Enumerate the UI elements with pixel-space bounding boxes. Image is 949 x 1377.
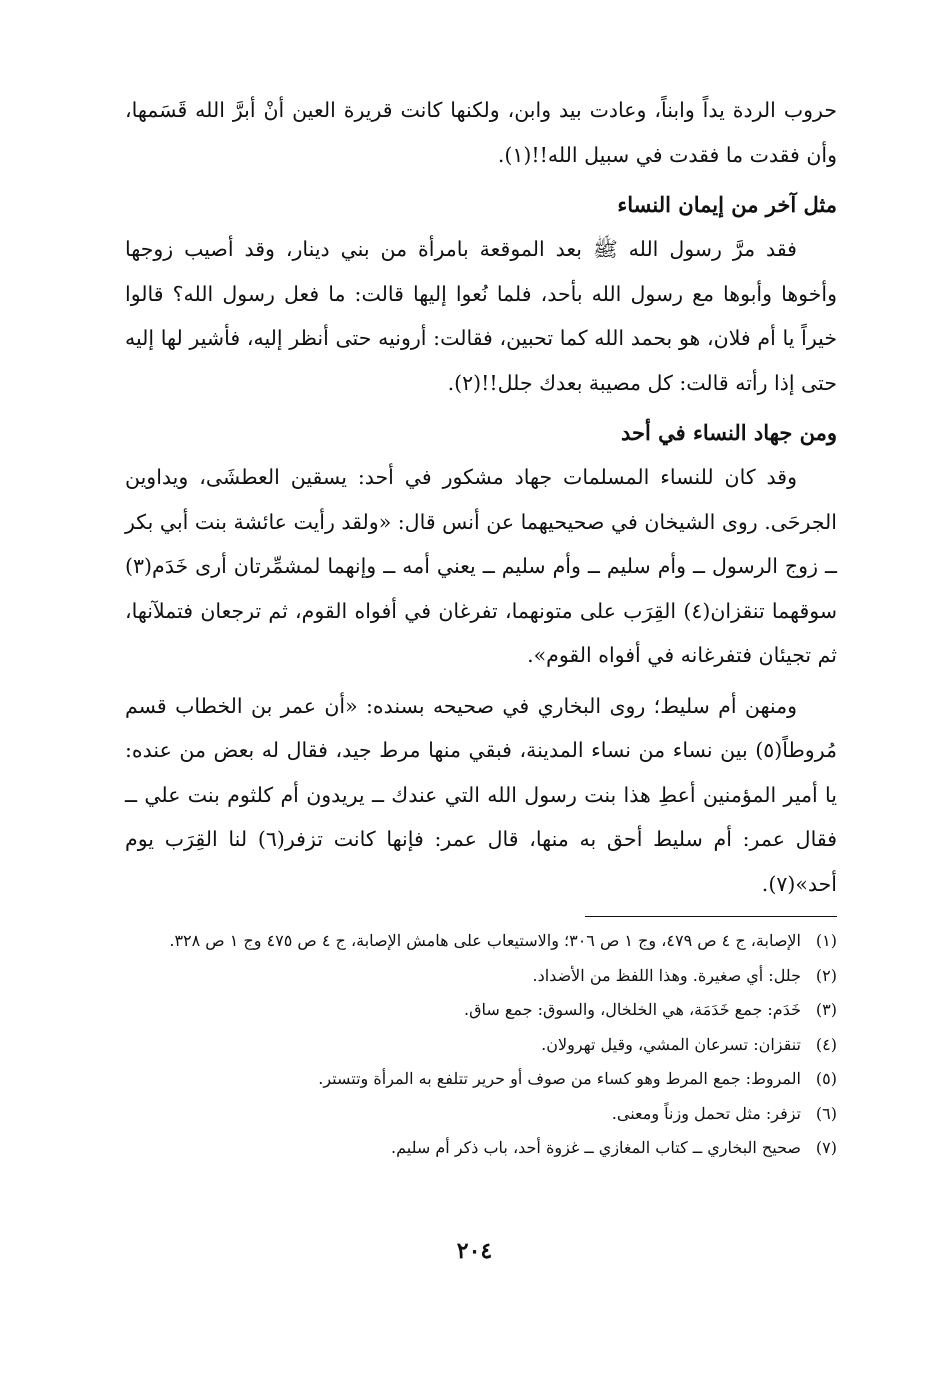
paragraph-4: ومنهن أم سليط؛ روى البخاري في صحيحه بسنده: «أن عمر بن الخطاب قسم مُروطاً(٥) بين نساء من نساء المدينة، فبقي منها مرط جيد، فقال له بعض من عنده: يا أمير المؤمنين أعطِ هذا بنت رسول الله التي عندك ــ يريدون أم كلثوم بنت علي ــ فقال عمر: أم سليط أحق به منها، قال عمر: فإنها كانت تزفر(٦) لنا القِرَب يوم أحد»(٧).: [125, 693, 837, 896]
footnote: [117, 1062, 837, 1097]
footnote-text: تنقزان: تسرعان المشي، وقيل تهرولان.: [541, 1034, 801, 1054]
footnote-number: (٣): [815, 1000, 837, 1019]
footnote: [117, 959, 837, 994]
footnote: [117, 1131, 837, 1166]
footnote-number: (٧): [815, 1138, 837, 1157]
footnote-text: خَدَم: جمع خَدَمَة، هي الخلخال، والسوق: جمع ساق.: [464, 1000, 801, 1019]
paragraph-1: حروب الردة يداً وابناً، وعادت بيد وابن، ولكنها كانت قريرة العين أنْ أبرَّ الله قَسَمها، وأن فقدت ما فقدت في سبيل الله!!(١).: [125, 98, 837, 167]
section-heading-womens-jihad: ومن جهاد النساء في أحد: [621, 420, 837, 445]
footnote-number: (٢): [815, 965, 837, 985]
footnote-text: تزفر: مثل تحمل وزناً ومعنى.: [611, 1103, 801, 1123]
page-number: ٢٠٤: [456, 1238, 493, 1264]
footnotes: [117, 924, 837, 1166]
paragraph-3: وقد كان للنساء المسلمات جهاد مشكور في أحد: يسقين العطشَى، ويداوين الجرحَى. روى الشيخان في صحيحيهما عن أنس قال: «ولقد رأيت عائشة بنت أبي بكر ــ زوج الرسول ــ وأم سليم ــ وأم سليم ــ يعني أمه ــ وإنهما لمشمِّرتان أرى خَدَم(٣) سوقهما تنقزان(٤) القِرَب على متونهما، تفرغان في أفواه القوم، ثم ترجعان فتملآنها، ثم تجيئان فتفرغانه في أفواه القوم».: [125, 465, 838, 667]
footnote-text: الإصابة، ج ٤ ص ٤٧٩، وج ١ ص ٣٠٦؛ والاستيعاب على هامش الإصابة، ج ٤ ص ٤٧٥ وج ١ ص ٣٢٨.: [169, 931, 801, 950]
footnote-number: (٦): [815, 1103, 837, 1123]
paragraph-2: فقد مرَّ رسول الله ﷺ بعد الموقعة بامرأة من بني دينار، وقد أصيب زوجها وأخوها وأبوها مع رسول الله بأحد، فلما نُعوا إليها قالت: ما فعل رسول الله؟ قالوا خيراً يا أم فلان، هو بحمد الله كما تحبين، فقالت: أرونيه حتى أنظر إليه، فأشير لها إليه حتى إذا رأته قالت: كل مصيبة بعدك جلل!!(٢).: [125, 237, 837, 395]
footnote: [117, 1097, 837, 1132]
footnote-number: (١): [815, 931, 837, 950]
footnote: [117, 1028, 837, 1063]
footnote-text: المروط: جمع المرط وهو كساء من صوف أو حرير تتلفع به المرأة وتتستر.: [318, 1069, 801, 1088]
footnote: [117, 993, 837, 1028]
footnote-text: صحيح البخاري ــ كتاب المغازي ــ غزوة أحد، باب ذكر أم سليم.: [391, 1138, 801, 1157]
main-text: [125, 88, 837, 906]
section-heading-womens-faith: مثل آخر من إيمان النساء: [617, 192, 837, 217]
footnote-text: جلل: أي صغيرة. وهذا اللفظ من الأضداد.: [532, 965, 801, 985]
footnote-separator: [585, 916, 837, 917]
footnote-number: (٤): [815, 1034, 837, 1054]
footnote-number: (٥): [815, 1069, 837, 1088]
footnote: [117, 924, 837, 959]
